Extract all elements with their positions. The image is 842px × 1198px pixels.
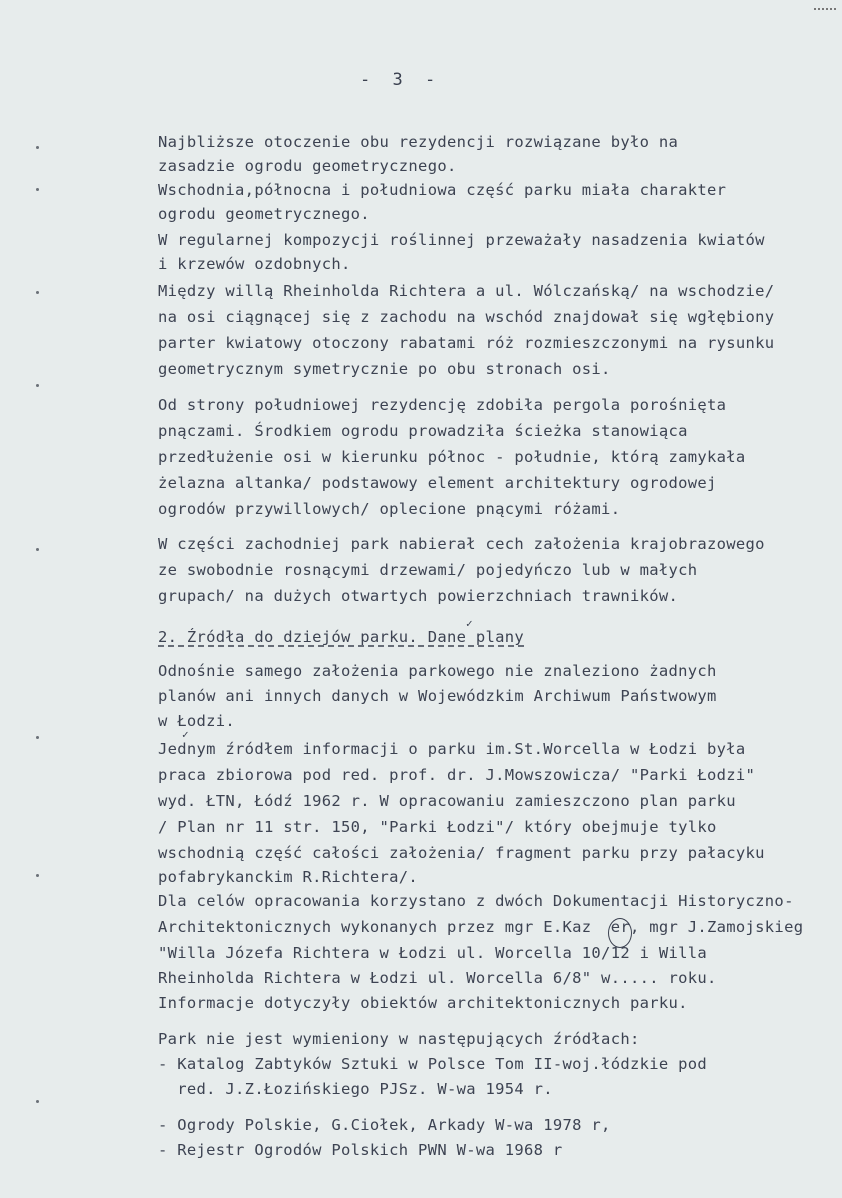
text-line: Informacje dotyczyły obiektów architektonicznych parku. bbox=[158, 994, 688, 1012]
text-line: Jednym źródłem informacji o parku im.St.Worcella w Łodzi była bbox=[158, 740, 746, 758]
text-line: ze swobodnie rosnącymi drzewami/ pojedyńczo lub w małych bbox=[158, 561, 698, 579]
text-line: Od strony południowej rezydencję zdobiła pergola porośnięta bbox=[158, 396, 727, 414]
text-line: przedłużenie osi w kierunku północ - południe, którą zamykała bbox=[158, 448, 746, 466]
page-number: - 3 - bbox=[360, 70, 442, 90]
text-line: grupach/ na dużych otwartych powierzchniach trawników. bbox=[158, 587, 679, 605]
text-line: wschodnią część całości założenia/ fragment parku przy pałacyku bbox=[158, 844, 765, 862]
text-line: Park nie jest wymieniony w następujących źródłach: bbox=[158, 1030, 640, 1048]
text-line: Wschodnia,północna i południowa część parku miała charakter bbox=[158, 181, 727, 199]
margin-dot bbox=[36, 1100, 39, 1103]
text-line: - Ogrody Polskie, G.Ciołek, Arkady W-wa 1978 r, bbox=[158, 1116, 611, 1134]
text-line: parter kwiatowy otoczony rabatami róż rozmieszczonymi na rysunku bbox=[158, 334, 775, 352]
text-line: Najbliższe otoczenie obu rezydencji rozwiązane było na bbox=[158, 133, 679, 151]
text-line: W części zachodniej park nabierał cech założenia krajobrazowego bbox=[158, 535, 765, 553]
text-line: ogrodu geometrycznego. bbox=[158, 205, 370, 223]
text-line: red. J.Z.Łozińskiego PJSz. W-wa 1954 r. bbox=[158, 1080, 553, 1098]
text-line: - Katalog Zabtyków Sztuki w Polsce Tom II-woj.łódzkie pod bbox=[158, 1055, 708, 1073]
margin-dot bbox=[36, 188, 39, 191]
text-line: geometrycznym symetrycznie po obu stronach osi. bbox=[158, 360, 611, 378]
margin-dot bbox=[36, 736, 39, 739]
text-line: / Plan nr 11 str. 150, "Parki Łodzi"/ który obejmuje tylko bbox=[158, 818, 717, 836]
text-line: praca zbiorowa pod red. prof. dr. J.Mowszowicza/ "Parki Łodzi" bbox=[158, 766, 756, 784]
text-line: "Willa Józefa Richtera w Łodzi ul. Worcella 10/12 i Willa bbox=[158, 944, 708, 962]
margin-dot bbox=[36, 146, 39, 149]
margin-dot bbox=[36, 548, 39, 551]
text-line: i krzewów ozdobnych. bbox=[158, 255, 351, 273]
text-line: pnączami. Środkiem ogrodu prowadziła ścieżka stanowiąca bbox=[158, 422, 688, 440]
text-line: Rheinholda Richtera w Łodzi ul. Worcella 6/8" w..... roku. bbox=[158, 969, 717, 987]
margin-dot bbox=[36, 384, 39, 387]
corner-scan-mark bbox=[808, 8, 836, 36]
text-line: Odnośnie samego założenia parkowego nie znaleziono żadnych bbox=[158, 662, 717, 680]
handwritten-check-mark: ✓ bbox=[466, 617, 473, 630]
text-line: Architektonicznych wykonanych przez mgr E.Kaz er, mgr J.Zamojskieg bbox=[158, 918, 804, 936]
text-line: żelazna altanka/ podstawowy element architektury ogrodowej bbox=[158, 474, 717, 492]
text-line: w Łodzi. bbox=[158, 712, 236, 730]
text-line: na osi ciągnącej się z zachodu na wschód znajdował się wgłębiony bbox=[158, 308, 775, 326]
text-line: Dla celów opracowania korzystano z dwóch Dokumentacji Historyczno- bbox=[158, 892, 794, 910]
text-line: W regularnej kompozycji roślinnej przeważały nasadzenia kwiatów bbox=[158, 231, 765, 249]
text-line: pofabrykanckim R.Richtera/. bbox=[158, 868, 419, 886]
text-line: Między willą Rheinholda Richtera a ul. Wólczańską/ na wschodzie/ bbox=[158, 282, 775, 300]
text-line: zasadzie ogrodu geometrycznego. bbox=[158, 157, 457, 175]
text-line: ogrodów przywillowych/ oplecione pnącymi różami. bbox=[158, 500, 621, 518]
text-line: wyd. ŁTN, Łódź 1962 r. W opracowaniu zamieszczono plan parku bbox=[158, 792, 736, 810]
margin-dot bbox=[36, 874, 39, 877]
text-line: - Rejestr Ogrodów Polskich PWN W-wa 1968 r bbox=[158, 1141, 563, 1159]
margin-dot bbox=[36, 291, 39, 294]
section-heading: 2. Źródła do dziejów parku. Dane plany bbox=[158, 628, 525, 646]
handwritten-check-mark: ✓ bbox=[182, 728, 189, 741]
text-line: planów ani innych danych w Wojewódzkim Archiwum Państwowym bbox=[158, 687, 717, 705]
